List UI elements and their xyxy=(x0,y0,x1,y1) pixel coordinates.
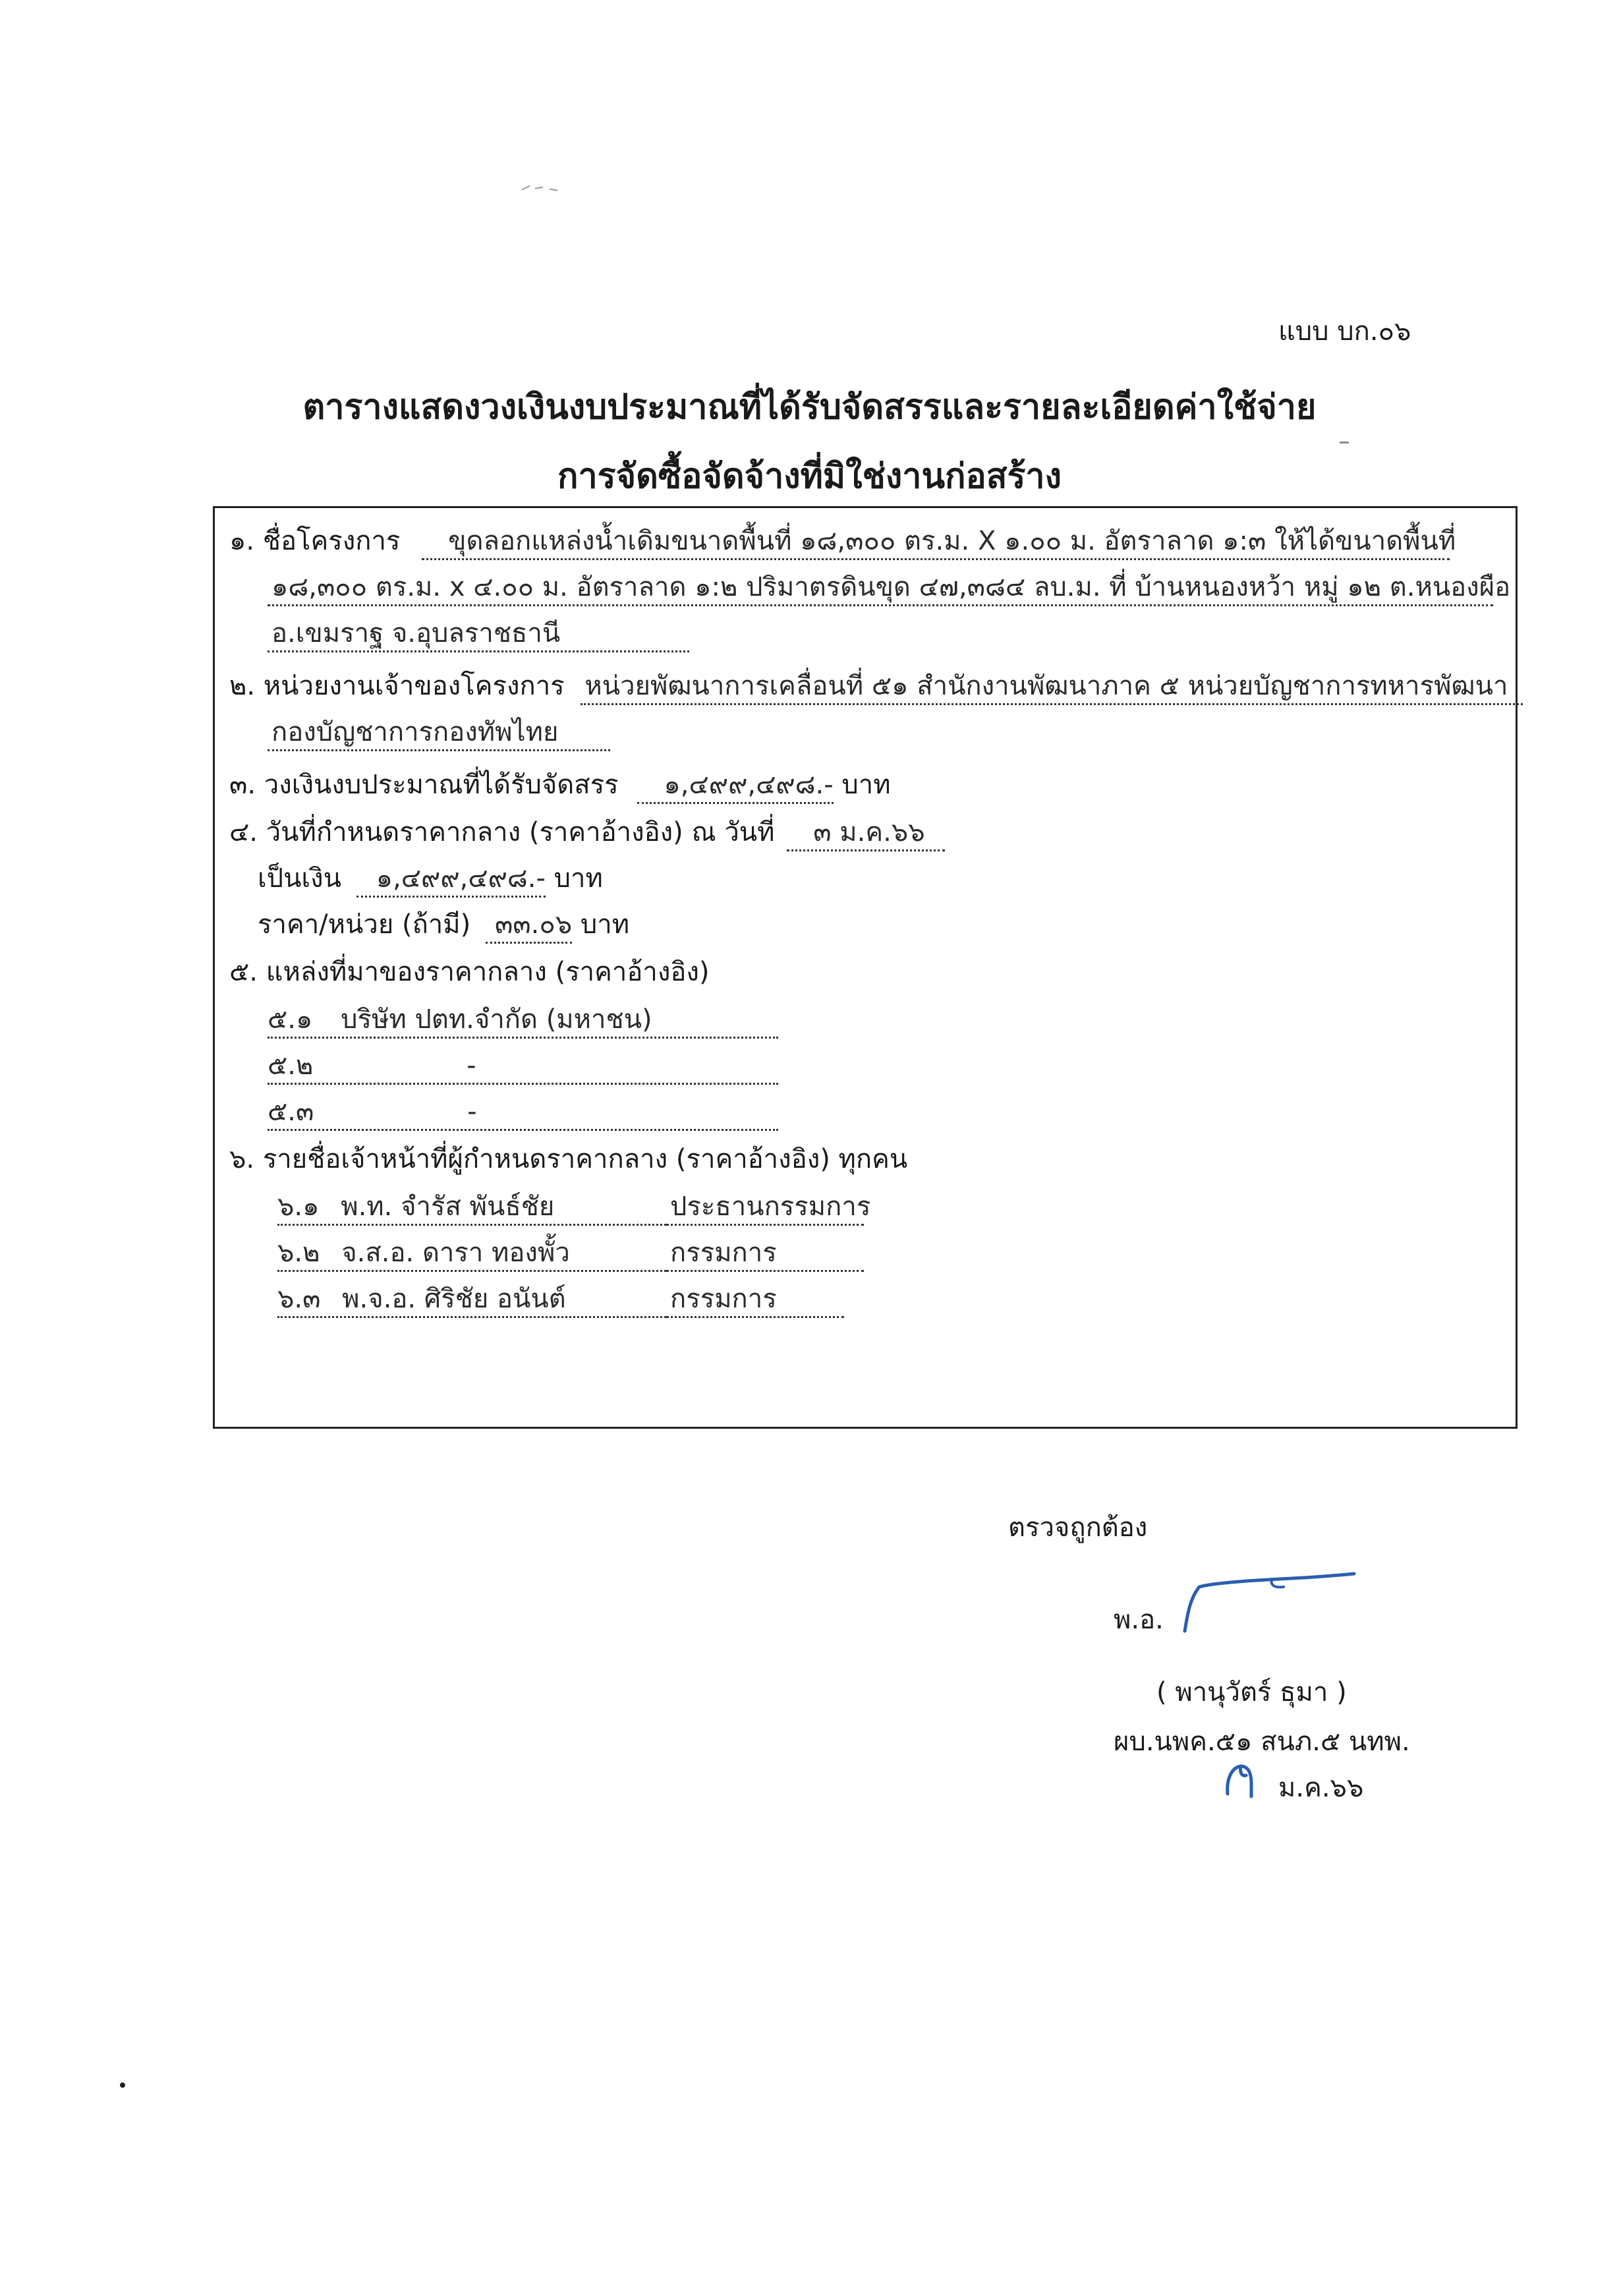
item4-amount: ๑,๔๙๙,๔๙๘.- xyxy=(356,865,546,898)
signature-icon xyxy=(1173,1568,1357,1634)
item6-member-3 xyxy=(277,1286,844,1318)
item4-unit-price-unit: บาท xyxy=(580,909,630,940)
scan-dash-mark xyxy=(1340,442,1349,444)
item3-unit: บาท xyxy=(841,770,891,800)
item6-member-1-role: ประธานกรรมการ xyxy=(666,1193,864,1226)
item5-source-2 xyxy=(268,1052,778,1085)
item6-member-2-name: จ.ส.อ. ดารา ทองพั้ว xyxy=(341,1238,570,1268)
item4-row1 xyxy=(229,819,945,851)
item4-unit-price-label: ราคา/หน่วย (ถ้ามี) xyxy=(258,909,471,940)
item5-source-1-value: บริษัท ปตท.จำกัด (มหาชน) xyxy=(341,1004,652,1035)
item5-row-label xyxy=(229,959,710,985)
scan-speck-icon xyxy=(521,183,560,192)
item5-source-2-num: ๕.๒ xyxy=(268,1050,314,1081)
verified-label: ตรวจถูกต้อง xyxy=(1008,1512,1148,1543)
document-title-line1: ตารางแสดงวงเงินงบประมาณที่ได้รับจัดสรรและรายละเอียดค่าใช้จ่าย xyxy=(302,387,1317,427)
item3-budget-value: ๑,๔๙๙,๔๙๘.- xyxy=(637,772,833,804)
signer-name: ( พานุวัตร์ ธุมา ) xyxy=(1156,1677,1347,1708)
item4-label: ๔. วันที่กำหนดราคากลาง (ราคาอ้างอิง) ณ วันที่ xyxy=(229,817,775,847)
item6-member-2-num: ๖.๒ xyxy=(277,1238,320,1268)
item1-label: ๑. ชื่อโครงการ xyxy=(229,526,401,556)
item6-label: ๖. รายชื่อเจ้าหน้าที่ผู้กำหนดราคากลาง (ราคาอ้างอิง) ทุกคน xyxy=(229,1144,908,1174)
handwritten-day-icon xyxy=(1222,1760,1262,1799)
item6-member-3-num: ๖.๓ xyxy=(277,1284,321,1314)
item5-source-1 xyxy=(268,1006,778,1039)
signer-position: ผบ.นพค.๕๑ สนภ.๕ นทพ. xyxy=(1114,1727,1410,1757)
detail-box xyxy=(213,506,1518,1429)
item2-label: ๒. หน่วยงานเจ้าของโครงการ xyxy=(229,671,565,701)
item6-member-1 xyxy=(277,1191,871,1226)
item6-member-2-role: กรรมการ xyxy=(666,1240,864,1272)
item4-row3 xyxy=(258,911,629,944)
item1-row3 xyxy=(268,620,689,652)
signer-rank: พ.อ. xyxy=(1114,1605,1164,1635)
item1-project-line1: ขุดลอกแหล่งน้ำเดิมขนาดพื้นที่ ๑๘,๓๐๐ ตร.ม. X ๑.๐๐ ม. อัตราลาด ๑:๓ ให้ได้ขนาดพื้นที่ xyxy=(422,528,1450,560)
item6-member-1-name: พ.ท. จำรัส พันธ์ชัย xyxy=(341,1191,555,1222)
item6-member-3-role: กรรมการ xyxy=(666,1286,844,1318)
item6-row-label xyxy=(229,1146,907,1172)
item4-unit-price: ๓๓.๐๖ xyxy=(486,911,572,944)
signed-date: ม.ค.๖๖ xyxy=(1278,1773,1364,1803)
item3-row xyxy=(229,772,891,804)
document-title-line2: การจัดซื้อจัดจ้างที่มิใช่งานก่อสร้าง xyxy=(557,457,1062,496)
item5-source-2-value: - xyxy=(467,1050,476,1081)
item4-date: ๓ ม.ค.๖๖ xyxy=(787,819,944,851)
item1-row1 xyxy=(229,526,1456,560)
item4-amount-label: เป็นเงิน xyxy=(258,863,341,894)
item3-label: ๓. วงเงินงบประมาณที่ได้รับจัดสรร xyxy=(229,770,619,800)
item2-agency-line2: กองบัญชาการกองทัพไทย xyxy=(268,719,610,751)
item1-project-line2: ๑๘,๓๐๐ ตร.ม. x ๔.๐๐ ม. อัตราลาด ๑:๒ ปริมาตรดินขุด ๔๗,๓๘๔ ลบ.ม. ที่ บ้านหนองหว้า หมู่ ๑๒ ต.หนองผือ xyxy=(268,574,1493,606)
item1-row2 xyxy=(268,572,1511,606)
item6-member-3-name: พ.จ.อ. ศิริชัย อนันต์ xyxy=(342,1284,566,1314)
item5-source-3-num: ๕.๓ xyxy=(268,1097,314,1127)
form-code: แบบ บก.๐๖ xyxy=(1278,316,1411,347)
item1-project-line3: อ.เขมราฐ จ.อุบลราชธานี xyxy=(268,620,689,652)
item6-member-1-num: ๖.๑ xyxy=(277,1191,320,1222)
item2-row1 xyxy=(229,673,1523,705)
item4-amount-unit: บาท xyxy=(554,863,603,894)
item6-member-2 xyxy=(277,1240,864,1272)
item5-label: ๕. แหล่งที่มาของราคากลาง (ราคาอ้างอิง) xyxy=(229,957,710,987)
item5-source-3 xyxy=(268,1099,778,1131)
item2-row2 xyxy=(268,719,610,751)
item4-row2 xyxy=(258,865,603,898)
item5-source-1-num: ๕.๑ xyxy=(268,1004,313,1035)
item2-agency-line1: หน่วยพัฒนาการเคลื่อนที่ ๕๑ สำนักงานพัฒนาภาค ๕ หน่วยบัญชาการทหารพัฒนา xyxy=(581,673,1523,705)
item5-source-3-value: - xyxy=(467,1097,477,1127)
scan-dot-mark xyxy=(120,2082,125,2088)
